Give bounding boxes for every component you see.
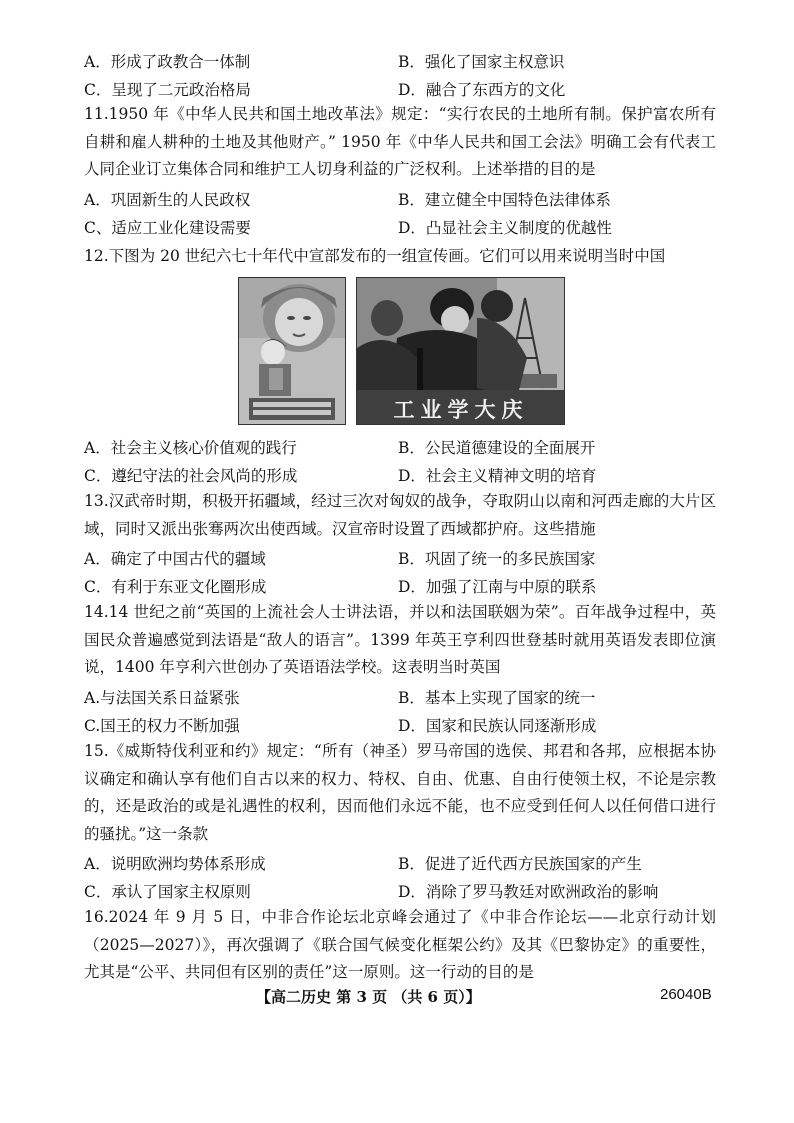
propaganda-poster-1 — [238, 277, 346, 425]
q14-stem: 14.14 世纪之前“英国的上流社会人士讲法语，并以和法国联姻为荣”。百年战争过程中，英国民众普遍感觉到法语是“敌人的语言”。1399 年英王亨利四世登基时就用英语发表即位演说，1400 年亨利六世创办了英语语法学校。这表明当时英国 — [84, 603, 716, 677]
q12-option-a: A．社会主义核心价值观的践行 — [84, 439, 297, 457]
q11-option-b: B．建立健全中国特色法律体系 — [398, 191, 611, 209]
q12-option-d: D．社会主义精神文明的培育 — [398, 467, 597, 485]
q14-option-d: D．国家和民族认同逐渐形成 — [398, 717, 597, 735]
poster-1-illustration — [239, 278, 345, 424]
q10-option-a: A．形成了政教合一体制 — [84, 53, 251, 71]
q13-option-c: C．有利于东亚文化圈形成 — [84, 578, 267, 596]
q14-option-a: A.与法国关系日益紧张 — [84, 689, 240, 707]
q10-option-b: B．强化了国家主权意识 — [398, 53, 565, 71]
q12-option-b: B．公民道德建设的全面展开 — [398, 439, 596, 457]
q15-stem: 15.《威斯特伐利亚和约》规定：“所有（神圣）罗马帝国的选侯、邦君和各邦，应根据本协议确定和确认享有他们自古以来的权力、特权、自由、优惠、自由行使领土权，不论是宗教的，还是政治的或是礼遇性的权利，因而他们永远不能，也不应受到任何人以任何借口进行的骚扰。”这一条款 — [84, 742, 716, 843]
q11-option-d: D．凸显社会主义制度的优越性 — [398, 219, 612, 237]
q14-option-b: B．基本上实现了国家的统一 — [398, 689, 596, 707]
q13-option-a: A．确定了中国古代的疆域 — [84, 550, 266, 568]
q15-option-b: B．促进了近代西方民族国家的产生 — [398, 855, 642, 873]
propaganda-poster-2 — [356, 277, 565, 425]
q13-option-d: D．加强了江南与中原的联系 — [398, 578, 597, 596]
q13-option-b: B．巩固了统一的多民族国家 — [398, 550, 596, 568]
q13-stem: 13.汉武帝时期，积极开拓疆域，经过三次对匈奴的战争，夺取阴山以南和河西走廊的大片区域，同时又派出张骞两次出使西域。汉宣帝时设置了西域都护府。这些措施 — [84, 492, 716, 538]
q11-option-a: A．巩固新生的人民政权 — [84, 191, 251, 209]
q15-option-d: D．消除了罗马教廷对欧洲政治的影响 — [398, 883, 659, 901]
q10-option-c: C．呈现了二元政治格局 — [84, 81, 251, 99]
q12-stem: 12.下图为 20 世纪六七十年代中宣部发布的一组宣传画。它们可以用来说明当时中国 — [84, 247, 666, 265]
q16-stem: 16.2024 年 9 月 5 日，中非合作论坛北京峰会通过了《中非合作论坛——北京行动计划（2025—2027）》，再次强调了《联合国气候变化框架公约》及其《巴黎协定》的重要性，尤其是“公平、共同但有区别的责任”这一原则。这一行动的目的是 — [84, 908, 716, 982]
q15-option-a: A．说明欧洲均势体系形成 — [84, 855, 266, 873]
q10-option-d: D．融合了东西方的文化 — [398, 81, 566, 99]
q14-option-c: C.国王的权力不断加强 — [84, 717, 240, 735]
paper-code: 26040B — [660, 986, 712, 1003]
q11-option-c: C、适应工业化建设需要 — [84, 219, 251, 237]
q12-option-c: C．遵纪守法的社会风尚的形成 — [84, 467, 298, 485]
page-footer-title: 【高二历史 第 3 页 （共 6 页）】 — [256, 988, 481, 1006]
q15-option-c: C．承认了国家主权原则 — [84, 883, 251, 901]
poster-2-caption: 工业学大庆 — [393, 398, 529, 422]
q11-stem: 11.1950 年《中华人民共和国土地改革法》规定：“实行农民的土地所有制。保护富农所有自耕和雇人耕种的土地及其他财产。” 1950 年《中华人民共和国工会法》明确工会有代表工人同企业订立集体合同和维护工人切身利益的广泛权利。上述举措的目的是 — [84, 105, 716, 179]
